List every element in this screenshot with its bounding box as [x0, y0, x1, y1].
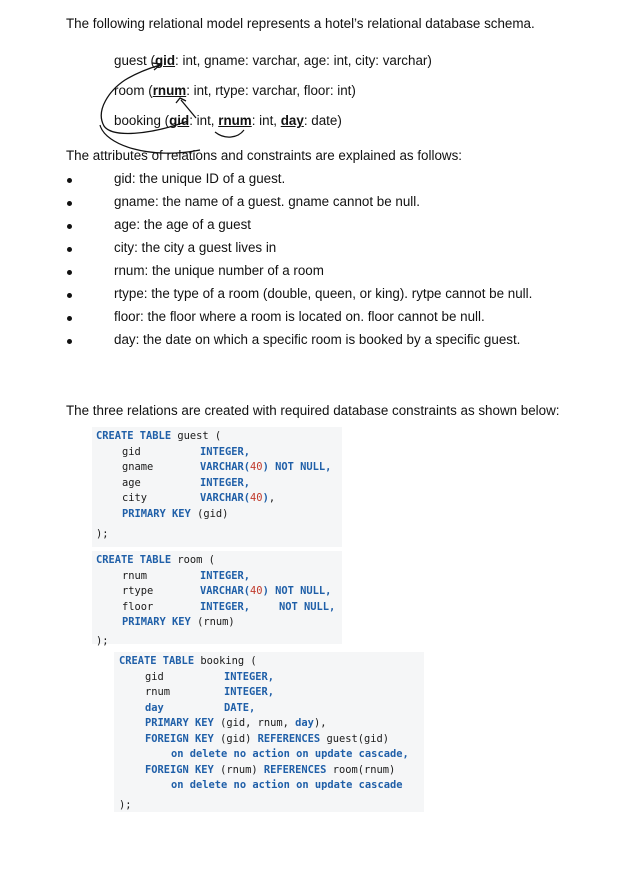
sql-fk-col: (rnum): [213, 763, 264, 776]
sql-keyword: PRIMARY KEY: [145, 717, 214, 729]
sql-fk-col: (gid): [213, 732, 258, 745]
sql-keyword: NOT NULL,: [275, 461, 332, 473]
sql-number: 40: [250, 492, 263, 504]
sql-keyword: VARCHAR(: [200, 461, 251, 473]
bullet-item: floor: the floor where a room is located on. floor cannot be null.: [114, 309, 485, 324]
sql-keyword: FOREIGN KEY: [145, 763, 214, 776]
fk-hook-rnum: [215, 130, 244, 137]
schema-key: rnum: [152, 83, 187, 98]
schema-key: day: [280, 113, 304, 128]
sql-type: INTEGER,: [200, 445, 251, 458]
bullet-dot: [67, 293, 72, 298]
schema-attrs: : int,: [189, 113, 219, 128]
sql-type: VARCHAR(40),: [200, 492, 276, 504]
sql-paren: (: [244, 655, 257, 667]
schema-relation-name: room: [114, 83, 145, 98]
sql-type: INTEGER,: [200, 569, 251, 582]
sql-primary-key: [122, 507, 228, 523]
sql-type: VARCHAR(40) NOT NULL,: [200, 461, 332, 473]
bullet-dot: [67, 247, 72, 252]
sql-guest-header: [96, 429, 221, 445]
sql-paren: (: [202, 554, 215, 566]
sql-close: );: [119, 799, 132, 811]
schema-paren: (: [160, 113, 170, 128]
sql-fk-ref: guest(gid): [320, 732, 390, 745]
sql-fk-ref: room(rnum): [326, 763, 396, 776]
bullet-item: gid: the unique ID of a guest.: [114, 171, 286, 186]
sql-table-name: booking: [200, 655, 245, 667]
schema-key: gid: [169, 113, 190, 128]
sql-booking-header: [119, 654, 257, 670]
sql-col-name: gname: [122, 461, 154, 473]
sql-col-name: rtype: [122, 585, 154, 597]
sql-keyword: CREATE TABLE: [96, 430, 172, 442]
bullet-item: rnum: the unique number of a room: [114, 263, 324, 278]
schema-attrs: : int,: [251, 113, 281, 128]
bullet-dot: [67, 201, 72, 206]
sql-pk-day: day: [295, 717, 314, 729]
sql-keyword: NOT NULL,: [275, 585, 332, 597]
bullet-dot: [67, 270, 72, 275]
schema-paren: (: [144, 83, 153, 98]
sql-pk-cols: (gid, rnum,: [213, 717, 296, 729]
bullet-item: day: the date on which a specific room is booked by a specific guest.: [114, 332, 521, 347]
schema-booking: [114, 113, 342, 129]
sql-col-name: floor: [122, 600, 154, 613]
intro-text: The following relational model represents a hotel’s relational database schema.: [66, 16, 535, 31]
sql-room-header: [96, 553, 215, 569]
schema-relation-name: guest: [114, 53, 147, 68]
schema-room: [114, 83, 356, 99]
sql-pk-cols: (gid): [190, 507, 229, 520]
bullet-dot: [67, 339, 72, 344]
sql-paren: (: [208, 430, 222, 442]
bullet-item: rtype: the type of a room (double, queen, or king). rytpe cannot be null.: [114, 286, 533, 301]
sql-type: INTEGER,: [200, 476, 251, 489]
sql-close: );: [96, 528, 109, 540]
relations-heading: The three relations are created with required database constraints as shown below:: [66, 403, 560, 418]
sql-table-name: room: [177, 554, 203, 566]
sql-keyword: REFERENCES: [257, 732, 321, 745]
bullet-dot: [67, 178, 72, 183]
sql-number: 40: [250, 585, 263, 597]
sql-number: 40: [250, 461, 263, 473]
sql-col-name: city: [122, 492, 148, 504]
sql-keyword: VARCHAR(: [200, 492, 251, 504]
sql-close: );: [96, 635, 109, 647]
bullet-item: gname: the name of a guest. gname cannot be null.: [114, 194, 420, 209]
sql-col-name: gid: [145, 670, 164, 683]
bullet-dot: [67, 224, 72, 229]
sql-keyword: PRIMARY KEY: [122, 507, 191, 520]
schema-paren: (: [146, 53, 155, 68]
sql-col-name: gid: [122, 445, 141, 458]
sql-keyword: CREATE TABLE: [96, 554, 172, 566]
sql-constraint: NOT NULL,: [279, 600, 336, 613]
sql-primary-key: [145, 716, 326, 732]
sql-fk-action: on delete no action on update cascade,: [171, 748, 409, 760]
schema-key: rnum: [218, 113, 252, 128]
sql-keyword: VARCHAR(: [200, 585, 251, 597]
schema-attrs: : int, gname: varchar, age: int, city: varchar): [175, 53, 432, 68]
sql-type: INTEGER,: [224, 670, 275, 683]
schema-attrs: : int, rtype: varchar, floor: int): [186, 83, 356, 98]
schema-relation-name: booking: [114, 113, 161, 128]
sql-type: INTEGER,: [224, 686, 275, 698]
sql-type: INTEGER,: [200, 600, 251, 613]
sql-keyword: REFERENCES: [263, 763, 327, 776]
sql-pk-close: ),: [313, 717, 327, 729]
sql-keyword: FOREIGN KEY: [145, 732, 214, 745]
sql-table-name: guest: [177, 430, 209, 442]
sql-col-name: age: [122, 476, 141, 489]
bullet-item: age: the age of a guest: [114, 217, 251, 232]
sql-fk-action: on delete no action on update cascade: [171, 779, 403, 791]
sql-keyword: CREATE TABLE: [119, 655, 195, 667]
sql-foreign-key-gid: [145, 732, 389, 748]
schema-guest: [114, 53, 432, 69]
schema-key: gid: [154, 53, 176, 68]
schema-attrs: : date): [303, 113, 342, 128]
sql-type: VARCHAR(40) NOT NULL,: [200, 585, 332, 597]
bullet-item: city: the city a guest lives in: [114, 240, 277, 255]
bullet-dot: [67, 316, 72, 321]
sql-col-name: rnum: [122, 569, 148, 582]
sql-type: DATE,: [224, 701, 256, 714]
sql-primary-key: [122, 615, 235, 631]
sql-pk-cols: (rnum): [190, 616, 235, 628]
sql-keyword: PRIMARY KEY: [122, 616, 191, 628]
sql-col-name: day: [145, 701, 164, 714]
sql-foreign-key-rnum: [145, 763, 395, 779]
sql-col-name: rnum: [145, 686, 171, 698]
attributes-heading: The attributes of relations and constraints are explained as follows:: [66, 148, 462, 163]
